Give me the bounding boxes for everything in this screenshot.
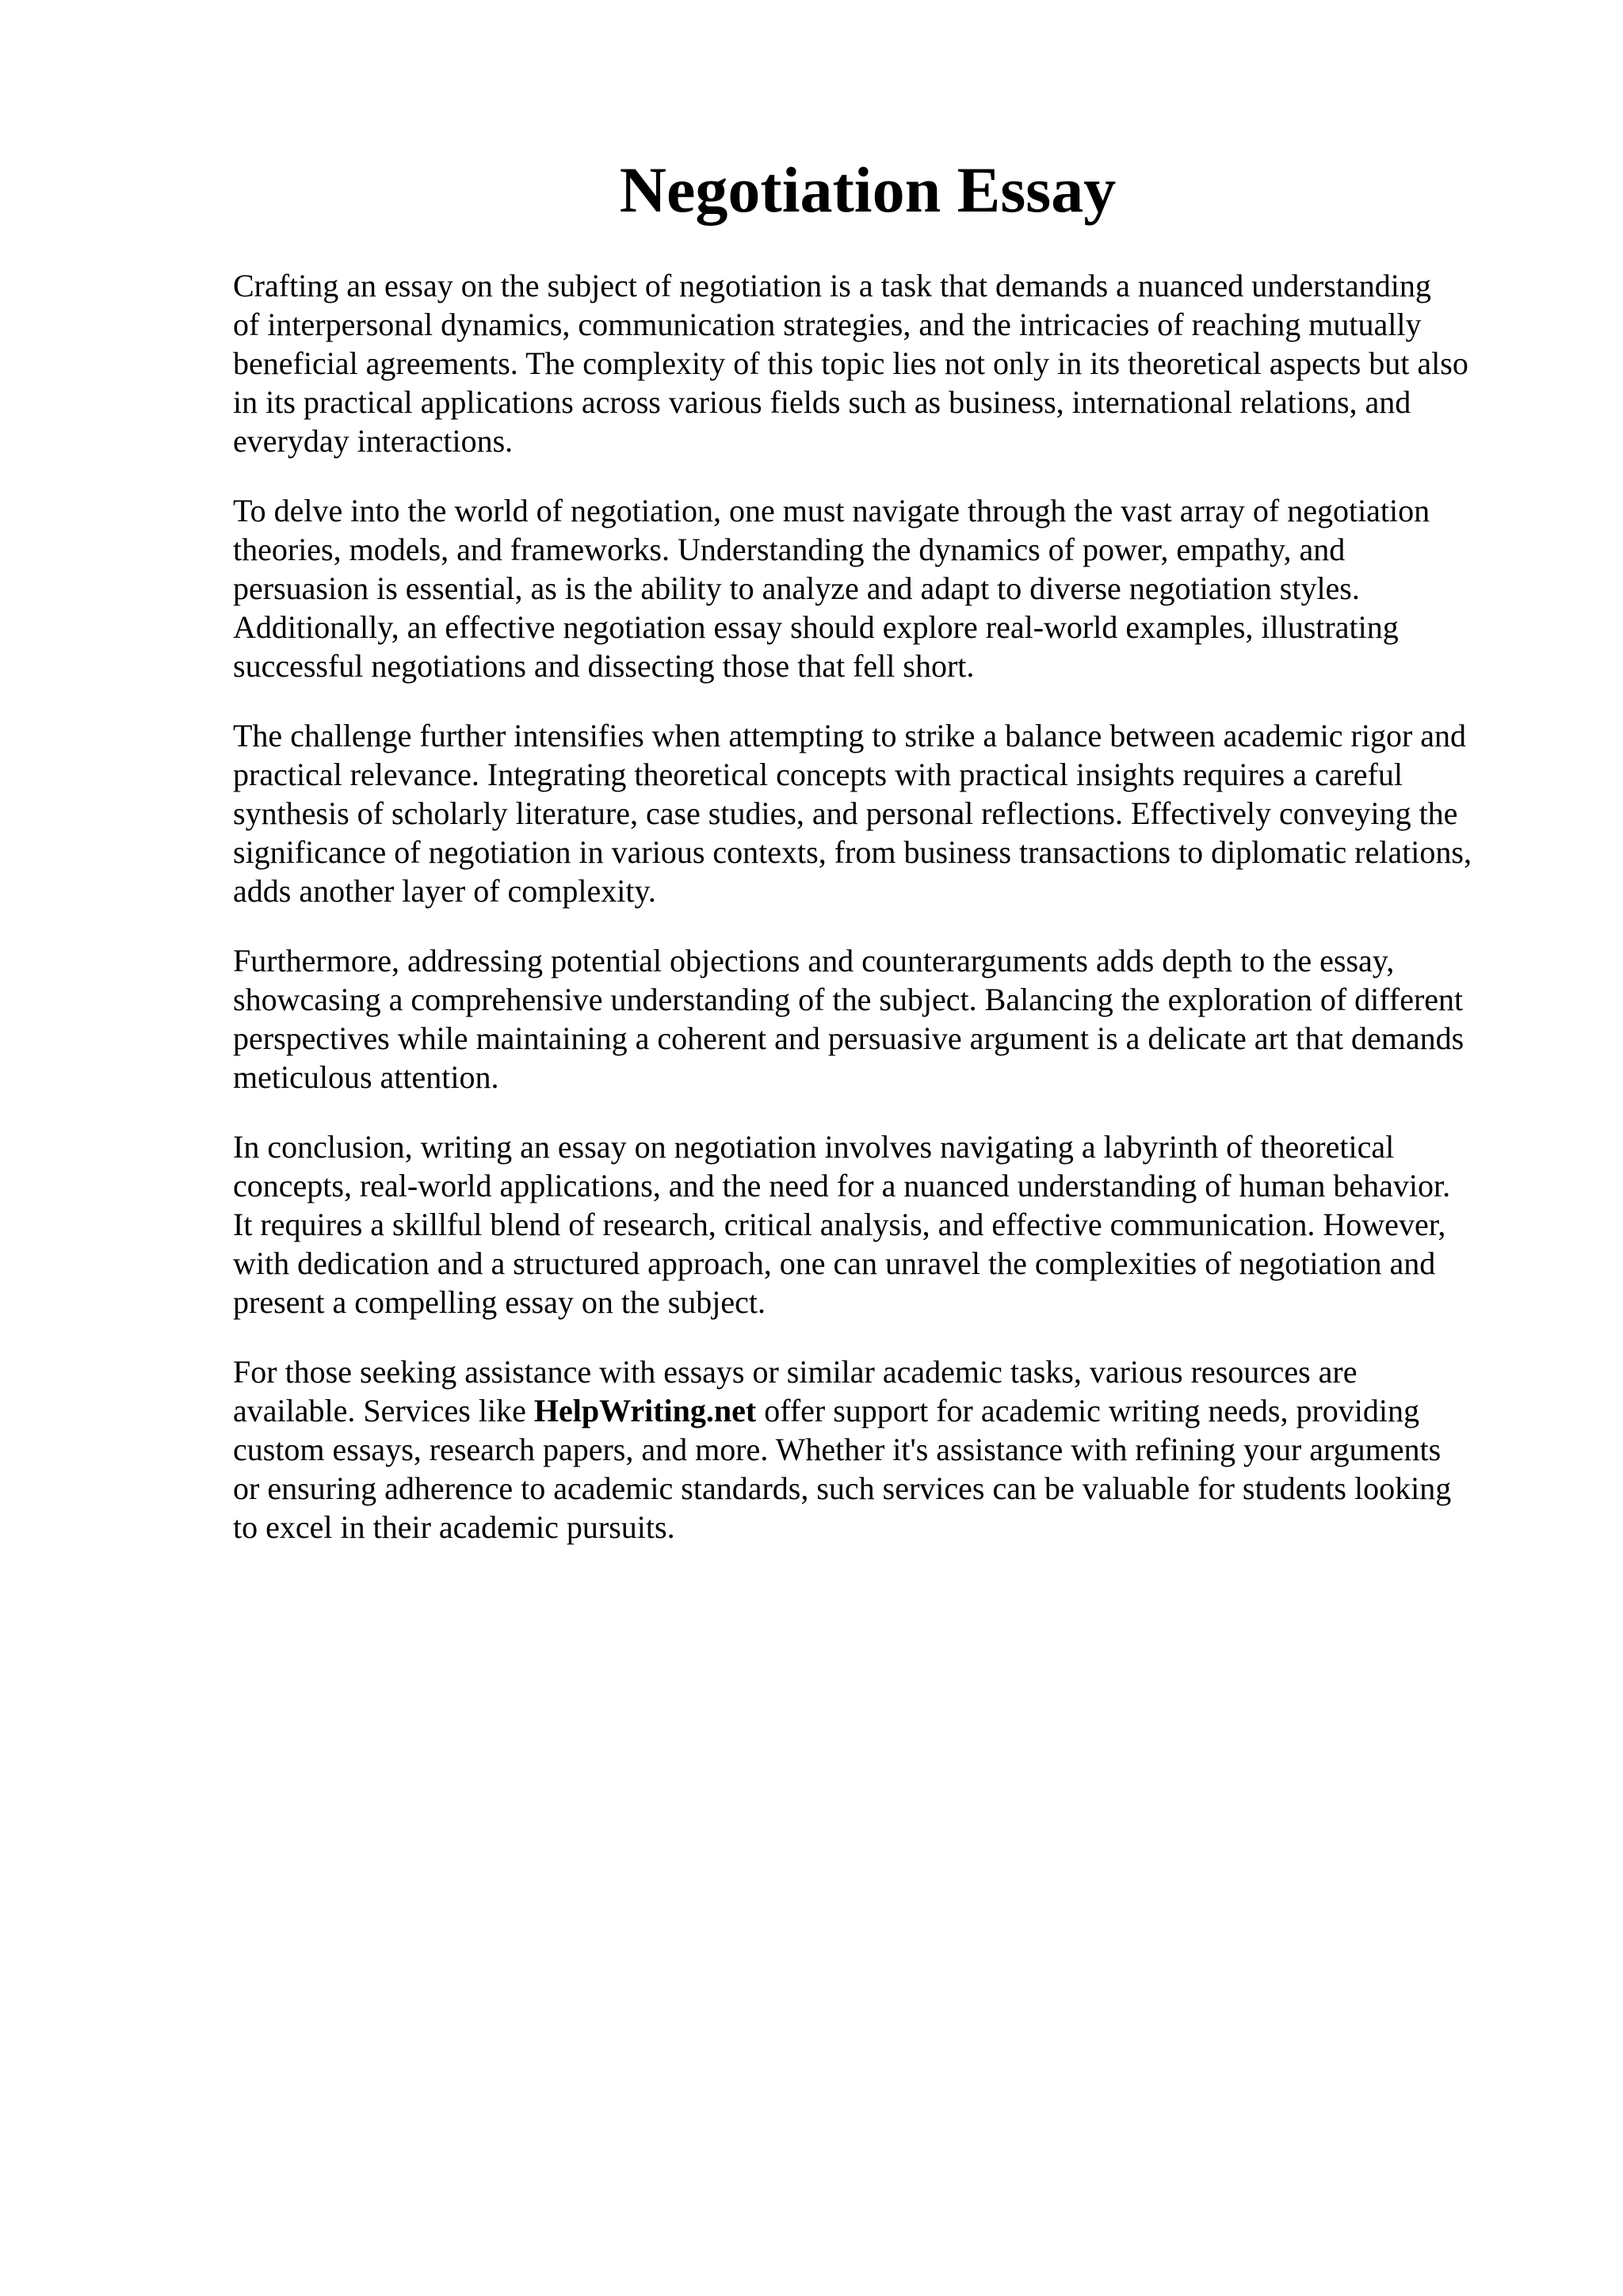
text-fragment: offer support for academic writing needs, providing bbox=[756, 1393, 1420, 1428]
text-line: practical relevance. Integrating theoretical concepts with practical insights requires a careful bbox=[233, 757, 1403, 792]
page-title: Negotiation Essay bbox=[619, 154, 1117, 226]
text-line: with dedication and a structured approach, one can unravel the complexities of negotiation and bbox=[233, 1245, 1436, 1281]
text-line: in its practical applications across various fields such as business, international relations, and bbox=[233, 384, 1411, 420]
paragraph-1 bbox=[233, 266, 1533, 460]
text-line: Furthermore, addressing potential objections and counterarguments adds depth to the essay, bbox=[233, 943, 1395, 978]
text-line: synthesis of scholarly literature, case studies, and personal reflections. Effectively conveying the bbox=[233, 795, 1458, 831]
text-line: custom essays, research papers, and more. Whether it's assistance with refining your arguments bbox=[233, 1432, 1442, 1467]
text-line: To delve into the world of negotiation, one must navigate through the vast array of negotiation bbox=[233, 493, 1430, 528]
text-fragment: available. Services like bbox=[233, 1393, 534, 1428]
paragraph-closing bbox=[233, 1352, 1533, 1547]
text-line: meticulous attention. bbox=[233, 1059, 499, 1095]
text-line: of interpersonal dynamics, communication strategies, and the intricacies of reaching mutually bbox=[233, 307, 1422, 342]
text-line: perspectives while maintaining a coherent and persuasive argument is a delicate art that demands bbox=[233, 1020, 1465, 1056]
helpwriting-link[interactable]: HelpWriting.net bbox=[533, 1393, 757, 1428]
text-line bbox=[233, 1391, 1533, 1430]
paragraph-4 bbox=[233, 941, 1533, 1097]
text-line: significance of negotiation in various contexts, from business transactions to diplomatic relations, bbox=[233, 834, 1472, 870]
text-line: or ensuring adherence to academic standards, such services can be valuable for students looking bbox=[233, 1470, 1452, 1506]
text-line: beneficial agreements. The complexity of this topic lies not only in its theoretical aspects but also bbox=[233, 345, 1468, 381]
paragraph-3 bbox=[233, 716, 1533, 910]
text-line: adds another layer of complexity. bbox=[233, 873, 656, 909]
text-line: everyday interactions. bbox=[233, 423, 514, 459]
text-line: The challenge further intensifies when attempting to strike a balance between academic rigor and bbox=[233, 718, 1467, 753]
text-line: present a compelling essay on the subject. bbox=[233, 1284, 766, 1320]
text-line: showcasing a comprehensive understanding of the subject. Balancing the exploration of different bbox=[233, 982, 1464, 1017]
text-line: to excel in their academic pursuits. bbox=[233, 1509, 675, 1545]
text-line: successful negotiations and dissecting those that fell short. bbox=[233, 648, 975, 684]
text-line: concepts, real-world applications, and the need for a nuanced understanding of human behavior. bbox=[233, 1168, 1451, 1203]
text-line: It requires a skillful blend of research, critical analysis, and effective communication. However, bbox=[233, 1207, 1446, 1242]
text-line: For those seeking assistance with essays or similar academic tasks, various resources are bbox=[233, 1354, 1358, 1390]
paragraph-5 bbox=[233, 1127, 1533, 1322]
essay-body bbox=[233, 266, 1533, 1577]
text-line: persuasion is essential, as is the ability to analyze and adapt to diverse negotiation styles. bbox=[233, 570, 1360, 606]
text-line: In conclusion, writing an essay on negotiation involves navigating a labyrinth of theoretical bbox=[233, 1129, 1395, 1165]
text-line: theories, models, and frameworks. Understanding the dynamics of power, empathy, and bbox=[233, 532, 1346, 567]
paragraph-2 bbox=[233, 491, 1533, 685]
text-line: Crafting an essay on the subject of negotiation is a task that demands a nuanced understanding bbox=[233, 268, 1431, 303]
text-line: Additionally, an effective negotiation essay should explore real-world examples, illustrating bbox=[233, 609, 1399, 645]
